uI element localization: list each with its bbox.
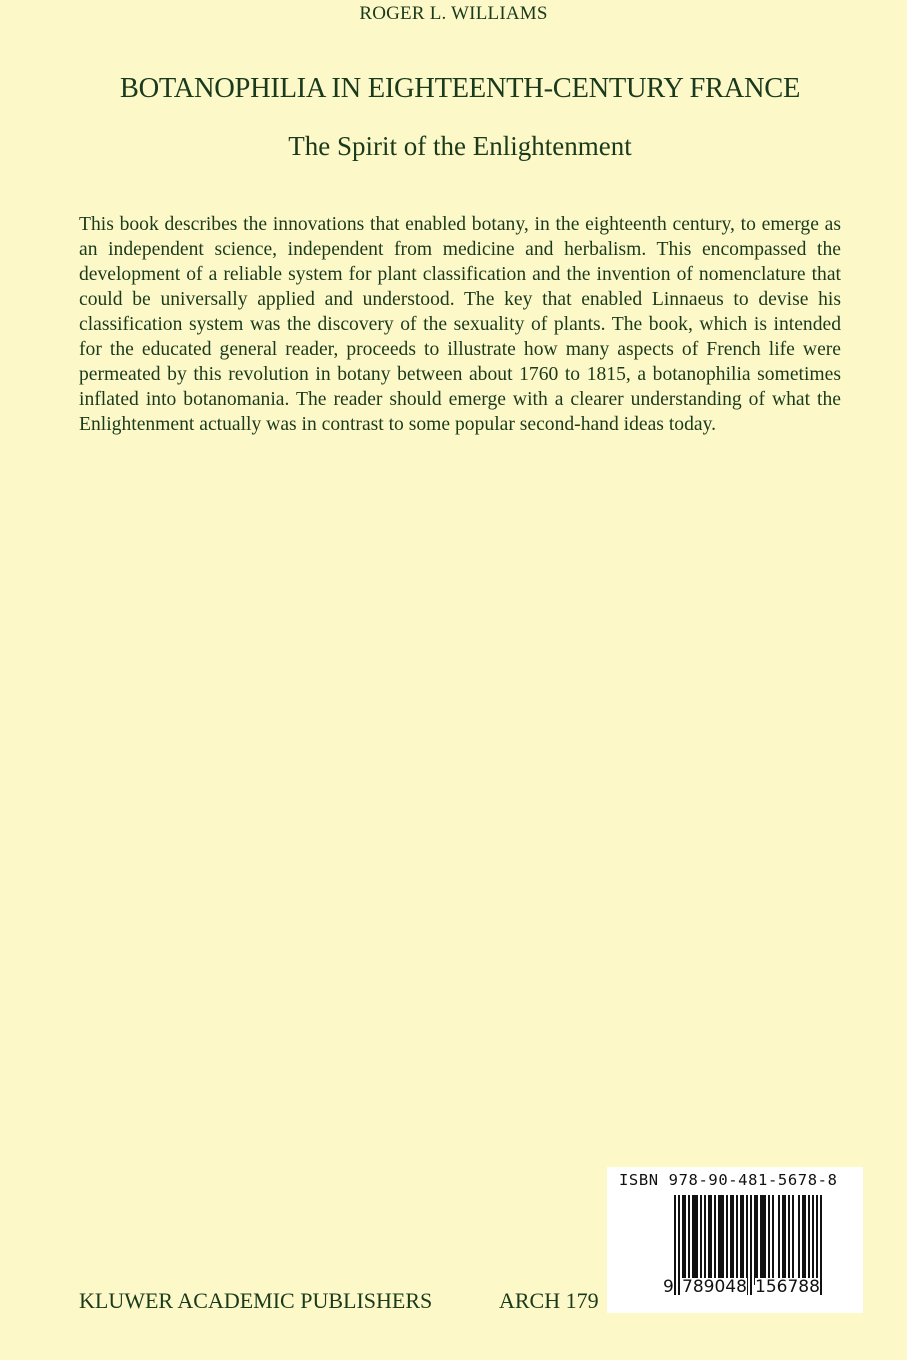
blurb-text: This book describes the innovations that enabled botany, in the eighteenth century, to emerge as an independent science, independent from medicine and herbalism. This encompassed the development of a reliable system for plant classification and the invention of nomenclature that could be universally applied and understood. The key that enabled Linnaeus to devise his classification system was the discovery of the sexuality of plants. The book, which is intended for the educated general reader, proceeds to illustrate how many aspects of French life were permeated by this revolution in botany between about 1760 to 1815, a botanophilia sometimes inflated into botanomania. The reader should emerge with a clearer understanding of what the Enlightenment actually was in contrast to some popular second-hand ideas today. — [79, 214, 841, 435]
book-title: BOTANOPHILIA IN EIGHTEENTH-CENTURY FRANCE — [119, 73, 801, 104]
ean-right-group: 156788 — [755, 1277, 820, 1297]
isbn-label: ISBN 978-90-481-5678-8 — [619, 1171, 838, 1189]
series-number: ARCH 179 — [499, 1288, 599, 1313]
author-name: ROGER L. WILLIAMS — [359, 3, 548, 24]
ean-lead-digit: 9 — [663, 1277, 674, 1297]
ean-left-group: 789048 — [682, 1277, 747, 1297]
publisher-name: KLUWER ACADEMIC PUBLISHERS — [79, 1288, 433, 1313]
barcode-box — [607, 1167, 863, 1313]
book-subtitle: The Spirit of the Enlightenment — [288, 131, 632, 161]
